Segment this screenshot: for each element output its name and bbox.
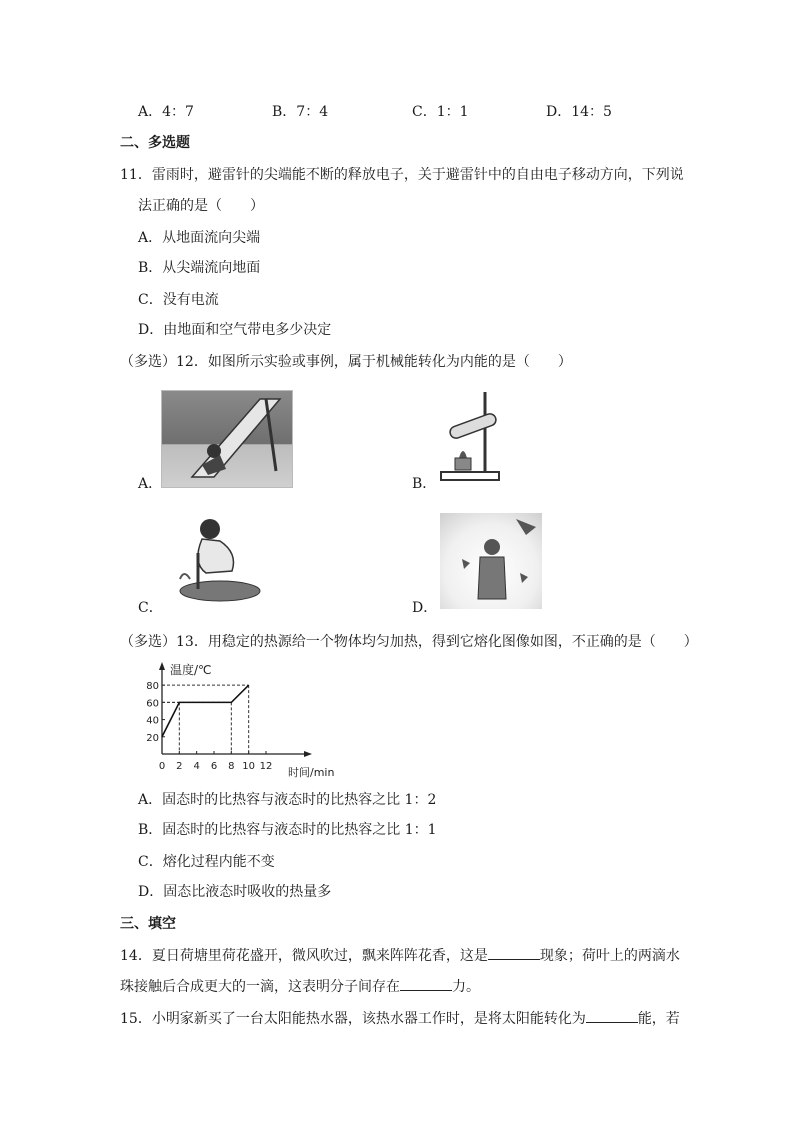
y-tick-label: 60 — [146, 698, 159, 710]
x-tick-label: 0 — [158, 761, 166, 772]
drill-wood-fire-image — [162, 513, 262, 609]
slide-child-image — [161, 390, 293, 488]
q11-stem-line1: 11．雷雨时，避雷针的尖端能不断的释放电子，关于避雷针中的自由电子移动方向，下列说 — [120, 167, 684, 183]
test-tube-stand-image — [437, 390, 503, 486]
q11-stem-line2: 法正确的是（ ） — [138, 198, 264, 214]
q11-option-d: D．由地面和空气带电多少决定 — [138, 322, 332, 338]
hand-rubbing-cold-image — [440, 513, 542, 609]
x-axis-arrow — [304, 751, 312, 757]
q14-line2-part2: 力。 — [452, 979, 480, 995]
q14-line1-part2: 现象；荷叶上的两滴水 — [539, 948, 680, 964]
q12-label-d: D． — [412, 600, 438, 616]
q15-line1-part1: 15．小明家新买了一台太阳能热水器，该热水器工作时，是将太阳能转化为 — [120, 1011, 586, 1027]
q15-line1-part2: 能，若 — [637, 1011, 680, 1027]
x-tick-label: 4 — [193, 761, 200, 772]
q11-option-b: B．从尖端流向地面 — [138, 260, 261, 276]
q14-line1-part1: 14．夏日荷塘里荷花盛开，微风吹过，飘来阵阵花香，这是 — [120, 948, 488, 964]
q13-option-b: B．固态时的比热容与液态时的比热容之比 1：1 — [138, 822, 437, 838]
q14-blank-2[interactable] — [400, 976, 452, 991]
x-tick-label: 8 — [228, 761, 235, 772]
q10-option-b: B．7：4 — [272, 104, 329, 120]
x-tick-label: 12 — [259, 761, 273, 772]
x-tick-label: 2 — [176, 761, 183, 772]
q14-line2 — [120, 976, 480, 997]
q13-option-a: A．固态时的比热容与液态时的比热容之比 1：2 — [138, 792, 437, 808]
x-tick-label: 10 — [242, 761, 256, 772]
q13-stem: （多选）13．用稳定的热源给一个物体均匀加热，得到它熔化图像如图，不正确的是（ ） — [120, 634, 698, 650]
q13-option-c: C．熔化过程内能不变 — [138, 854, 275, 870]
q14-line1 — [120, 945, 680, 966]
y-tick-label: 20 — [146, 732, 159, 744]
x-axis-label: 时间/min — [288, 766, 335, 778]
y-axis-arrow — [159, 662, 165, 670]
q10-option-c: C．1：1 — [412, 104, 469, 120]
q10-option-a: A．4：7 — [138, 104, 194, 120]
q14-blank-1[interactable] — [488, 945, 540, 960]
q15-blank-1[interactable] — [586, 1008, 638, 1023]
section3-title: 三、填空 — [120, 916, 176, 932]
q11-option-c: C．没有电流 — [138, 292, 219, 308]
section2-title: 二、多选题 — [120, 135, 190, 151]
q12-label-a: A． — [138, 476, 163, 492]
y-tick-label: 80 — [146, 681, 159, 693]
y-axis-label: 温度/℃ — [170, 663, 212, 677]
melting-curve-chart — [140, 660, 340, 778]
q12-label-b: B． — [412, 476, 437, 492]
q11-option-a: A．从地面流向尖端 — [138, 230, 261, 246]
q12-stem: （多选）12．如图所示实验或事例，属于机械能转化为内能的是（ ） — [120, 354, 572, 370]
q12-label-c: C． — [138, 600, 163, 616]
x-tick-label: 6 — [210, 761, 218, 772]
q10-option-d: D．14：5 — [546, 104, 612, 120]
melting-curve-line — [162, 685, 249, 737]
q13-option-d: D．固态比液态时吸收的热量多 — [138, 884, 332, 900]
y-tick-label: 40 — [146, 715, 159, 727]
q14-line2-part1: 珠接触后合成更大的一滴，这表明分子间存在 — [120, 979, 400, 995]
q15-line1 — [120, 1008, 680, 1029]
